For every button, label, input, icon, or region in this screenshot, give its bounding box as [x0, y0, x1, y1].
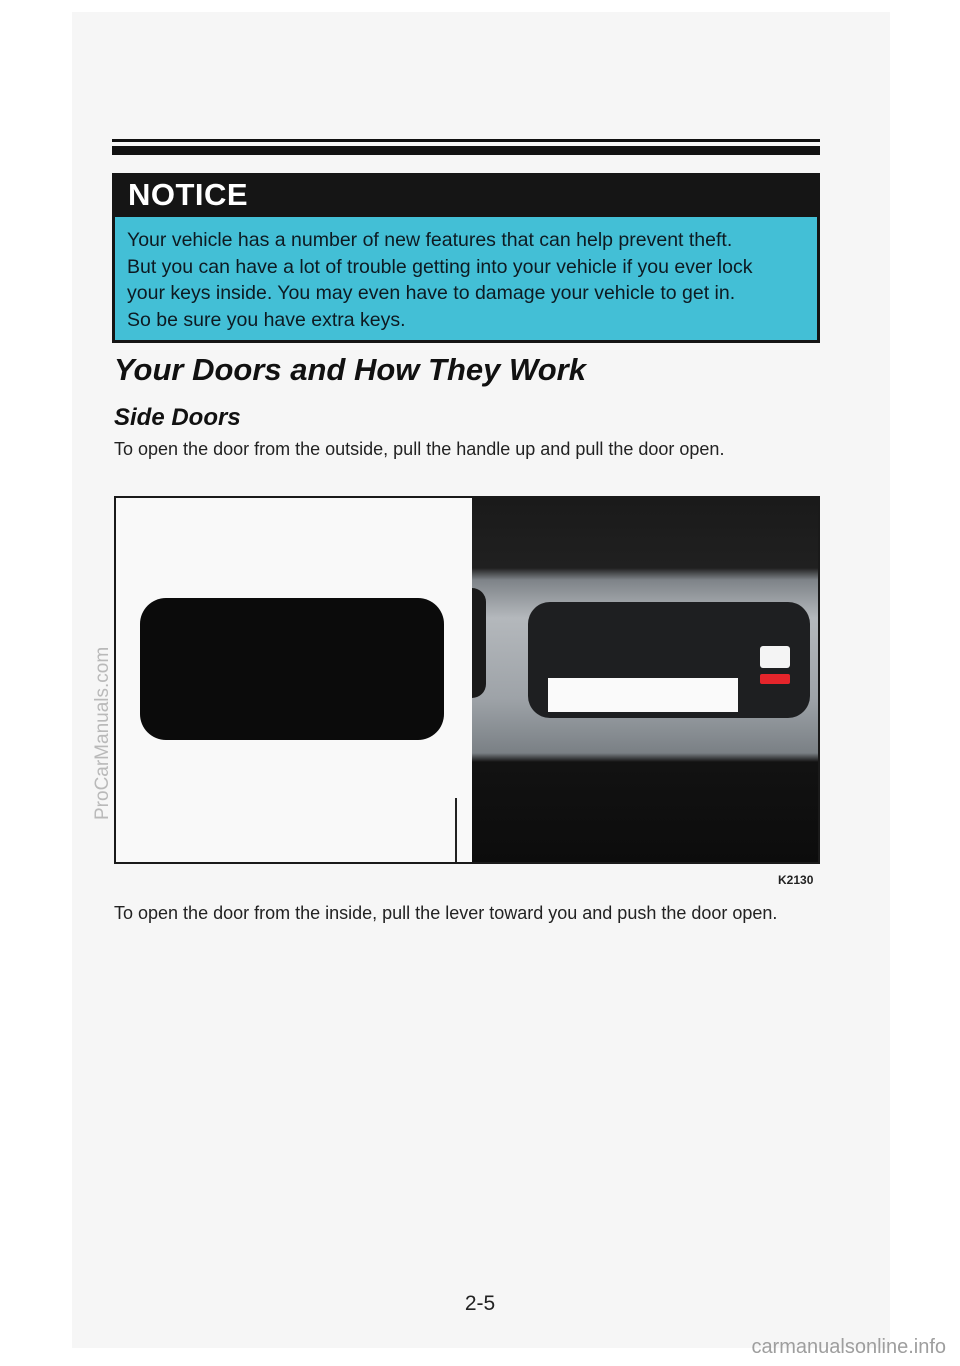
side-watermark — [88, 565, 112, 825]
section-subtitle: Side Doors — [114, 404, 241, 431]
page-number: 2-5 — [464, 1292, 496, 1315]
door-seam — [455, 798, 457, 864]
outside-door-handle — [140, 598, 444, 740]
inside-handle-panel — [472, 498, 820, 862]
section-title: Your Doors and How They Work — [114, 352, 586, 387]
notice-box — [112, 217, 820, 343]
notice-line: But you can have a lot of trouble getting into your vehicle if you ever lock — [127, 255, 753, 278]
outside-handle-panel — [116, 498, 472, 862]
figure-code: K2130 — [778, 873, 814, 887]
notice-line: your keys inside. You may even have to damage your vehicle to get in. — [127, 282, 736, 304]
notice-title: NOTICE — [112, 173, 820, 217]
paragraph-inside: To open the door from the inside, pull the lever toward you and push the door open. — [114, 903, 778, 923]
door-handle-photo — [114, 496, 820, 864]
door-lever — [548, 678, 738, 712]
trim-edge — [472, 588, 486, 698]
lock-indicator — [760, 674, 790, 684]
lock-knob — [760, 646, 790, 668]
notice-line: Your vehicle has a number of new features that can help prevent theft. — [127, 229, 733, 251]
top-rule-thick — [112, 146, 820, 155]
inside-door-handle — [528, 602, 810, 718]
side-watermark-text: ProCarManuals.com — [92, 646, 113, 820]
notice-line: So be sure you have extra keys. — [127, 308, 406, 331]
bottom-watermark: carmanualsonline.info — [751, 1336, 946, 1358]
paragraph-outside: To open the door from the outside, pull the handle up and pull the door open. — [114, 439, 725, 459]
top-rule-thin — [112, 139, 820, 142]
